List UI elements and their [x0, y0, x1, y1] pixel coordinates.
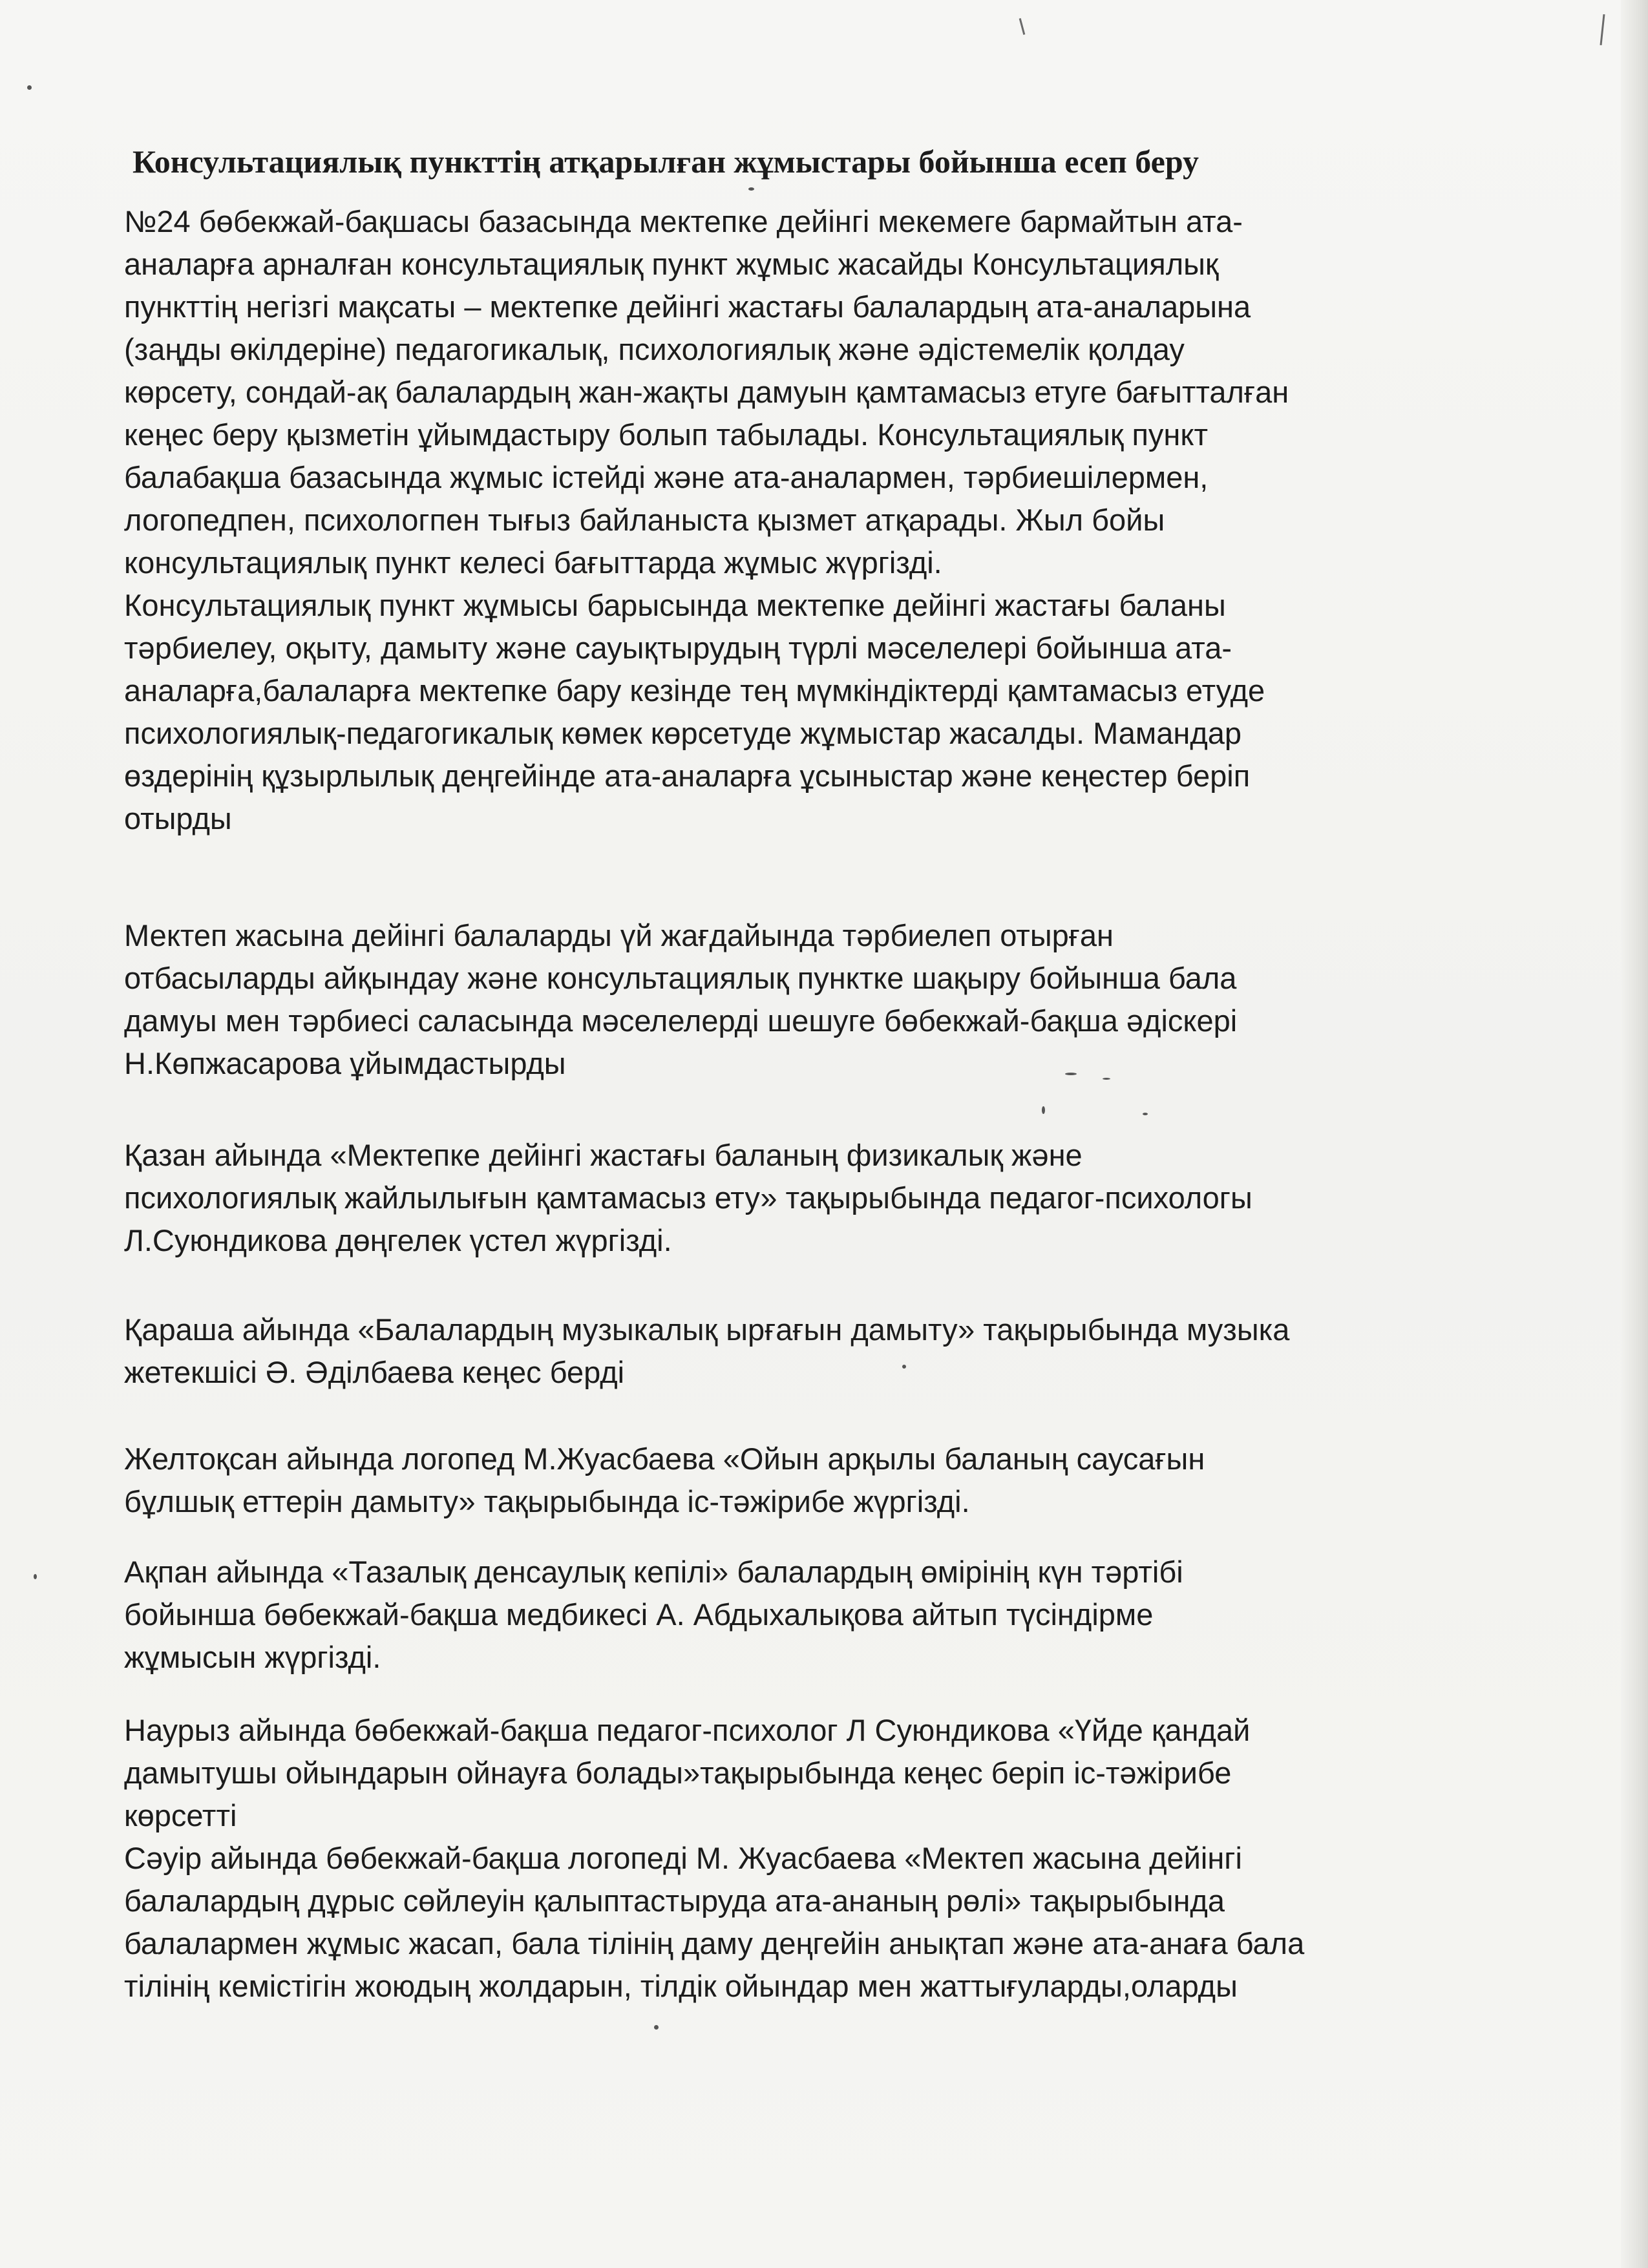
scan-speck [1065, 1073, 1077, 1075]
scan-speck [1143, 1113, 1148, 1115]
scan-speck [654, 2025, 659, 2030]
paragraph-intro: №24 бөбекжай-бақшасы базасында мектепке дейінгі мекемеге бармайтын ата- аналарға арналған консультациялық пункт жұмыс жасайды Консультациялық пункттің негізгі мақсаты – мектепке дейінгі жастағы балалардың ата-аналарына (заңды өкілдеріне) педагогикалық, психологиялық және әдістемелік қолдау көрсету, сондай-ақ балалардың жан-жақты дамуын қамтамасыз етуге бағытталған кеңес беру қызметін ұйымдастыру болып табылады. Консультациялық пункт балабақша базасында жұмыс істейді және ата-аналармен, тәрбиешілермен, логопедпен, психологпен тығыз байланыста қызмет атқарады. Жыл бойы консультациялық пункт келесі бағыттарда жұмыс жүргізді. Консультациялық пункт жұмысы барысында мектепке дейінгі жастағы баланы тәрбиелеу, оқыту, дамыту және сауықтырудың түрлі мәселелері бойынша ата- аналарға,балаларға мектепке бару кезінде тең мүмкіндіктерді қамтамасыз етуде психологиялық-педагогикалық көмек көрсетуде жұмыстар жасалды. Мамандар өздерінің құзырлылық деңгейінде ата-аналарға ұсыныстар және кеңестер беріп отырды [124, 204, 1289, 835]
scan-speck [748, 187, 754, 191]
paragraph-february: Ақпан айында «Тазалық денсаулық кепілі» балалардың өмірінің күн тәртібі бойынша бөбекжай-бақша медбикесі А. Абдыхалықова айтып түсіндірме жұмысын жүргізді. [124, 1555, 1183, 1674]
document-title: Консультациялық пункттің атқарылған жұмыстары бойынша есеп беру [132, 143, 1199, 180]
scan-speck [1103, 1078, 1110, 1080]
page-edge-shadow [1621, 0, 1648, 2268]
scan-speck [902, 1365, 906, 1369]
scan-mark [1600, 14, 1605, 45]
paragraph-march-april: Наурыз айында бөбекжай-бақша педагог-психолог Л Суюндикова «Үйде қандай дамытушы ойындарын ойнауға болады»тақырыбында кеңес беріп іс-тәжірибе көрсетті Сәуір айында бөбекжай-бақша логопеді М. Жуасбаева «Мектеп жасына дейінгі балалардың дұрыс сөйлеуін қалыптастыруда ата-ананың рөлі» тақырыбында балалармен жұмыс жасап, бала тілінің даму деңгейін анықтап және ата-анаға бала тілінің кемістігін жоюдың жолдарын, тілдік ойындар мен жаттығуларды,оларды [124, 1713, 1305, 2003]
scan-speck [34, 1574, 37, 1579]
scan-mark [1019, 18, 1026, 35]
scan-speck [27, 85, 32, 90]
paragraph-methodist: Мектеп жасына дейінгі балаларды үй жағдайында тәрбиелеп отырған отбасыларды айқындау және консультациялық пунктке шақыру бойынша бала дамуы мен тәрбиесі саласында мәселелерді шешуге бөбекжай-бақша әдіскері Н.Көпжасарова ұйымдастырды [124, 918, 1238, 1080]
scan-speck [1042, 1106, 1045, 1114]
paragraph-october: Қазан айында «Мектепке дейінгі жастағы баланың физикалық және психологиялық жайлылығын қамтамасыз ету» тақырыбында педагог-психологы Л.Суюндикова дөңгелек үстел жүргізді. [124, 1138, 1252, 1257]
paragraph-november: Қараша айында «Балалардың музыкалық ырғағын дамыту» тақырыбында музыка жетекшісі Ә. Әділбаева кеңес берді [124, 1312, 1290, 1389]
paragraph-december: Желтоқсан айында логопед М.Жуасбаева «Ойын арқылы баланың саусағын бұлшық еттерін дамыту» тақырыбында іс-тәжірибе жүргізді. [124, 1442, 1205, 1518]
